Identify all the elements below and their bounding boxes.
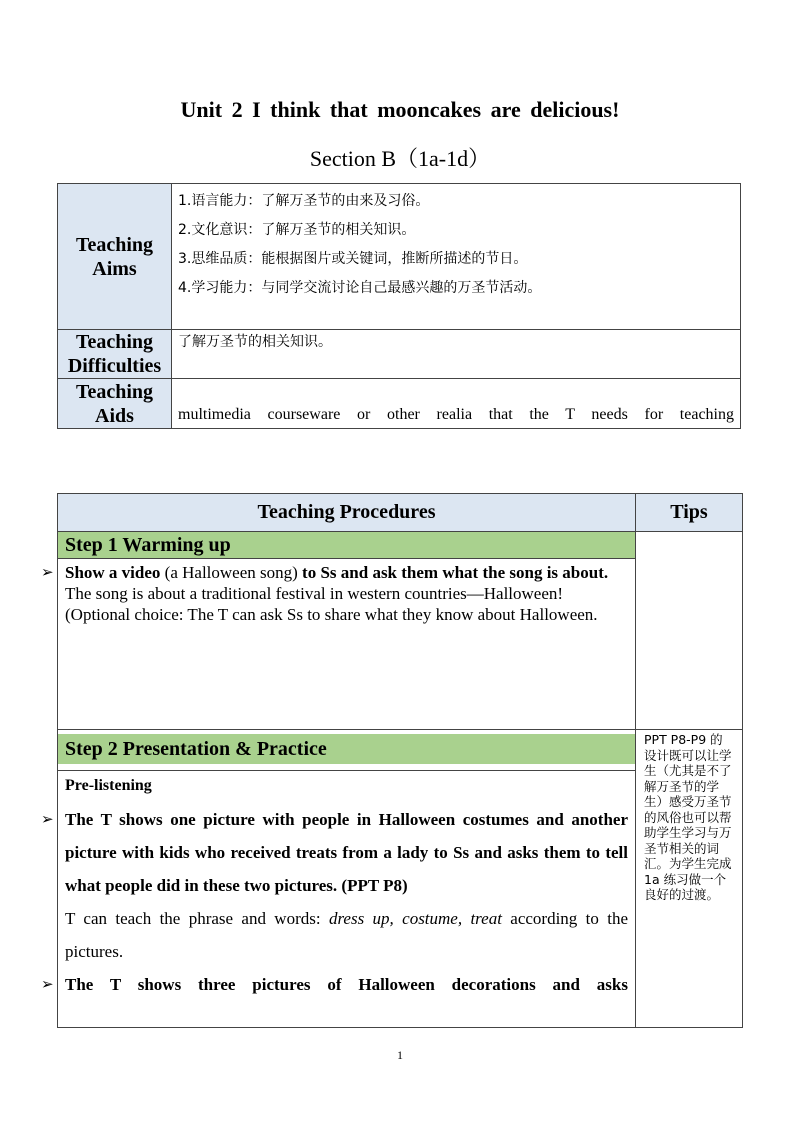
step2-bullet-1: ➢ The T shows one picture with people in Halloween costumes and another picture with kids who received treats from a lady to Ss and asks them to tell what people did in these two pictures. (PPT P8) [65,803,628,902]
page-number: 1 [397,1048,403,1062]
document-title: Unit 2 I think that mooncakes are delicious! [180,97,620,122]
aim-item-1: 1.语言能力：了解万圣节的由来及习俗。 [178,193,430,209]
tips-header: Tips [636,494,743,532]
arrow-bullet-icon: ➢ [41,563,54,581]
teaching-aids-label: Teaching Aids [58,379,172,429]
step1-bullet: ➢ Show a video (a Halloween song) to Ss and ask them what the song is about. [41,563,609,582]
step2-body [41,771,636,1028]
step2-heading-cell [58,730,636,771]
teaching-difficulties-text: 了解万圣节的相关知识。 [172,330,741,379]
step1-line2: The song is about a traditional festival in western countries—Halloween! [65,584,564,603]
step1-heading-cell [58,532,636,559]
step1-tips-cell [636,532,743,730]
teaching-aids-text: multimedia courseware or other realia that the T needs for teaching [172,379,741,429]
arrow-bullet-icon: ➢ [41,810,54,828]
arrow-bullet-icon: ➢ [41,975,54,993]
step2-teach-line: T can teach the phrase and words: dress up, costume, treat according to the pictures. [65,909,628,961]
step2-bullet-2: ➢ The T shows three pictures of Halloween decorations and asks [65,968,628,1001]
teaching-procedures-table [41,493,743,1028]
step1-title: Step 1 Warming up [58,532,635,558]
aim-item-3: 3.思维品质：能根据图片或关键词，推断所描述的节日。 [178,251,528,267]
step2-tip: PPT P8-P9 的设计既可以让学生（尤其是不了解万圣节的学生）感受万圣节的风俗也可以帮助学生学习与万圣节相关的词汇。为学生完成 1a 练习做一个良好的过渡。 [636,730,743,1028]
teaching-difficulties-label: Teaching Difficulties [58,330,172,379]
teaching-aims-list [172,184,741,330]
step2-title: Step 2 Presentation & Practice [58,734,635,764]
aim-item-4: 4.学习能力：与同学交流讨论自己最感兴趣的万圣节活动。 [178,280,542,296]
teaching-aims-label: Teaching Aims [58,184,172,330]
aim-item-2: 2.文化意识：了解万圣节的相关知识。 [178,222,416,238]
document-subtitle: Section B（1a-1d） [309,146,491,171]
procedures-header: Teaching Procedures [58,494,636,532]
step1-body [41,559,636,730]
step1-line3: (Optional choice: The T can ask Ss to share what they know about Halloween. [65,605,598,624]
pre-listening-heading: Pre-listening [65,777,152,794]
teaching-aims-table [57,183,741,429]
